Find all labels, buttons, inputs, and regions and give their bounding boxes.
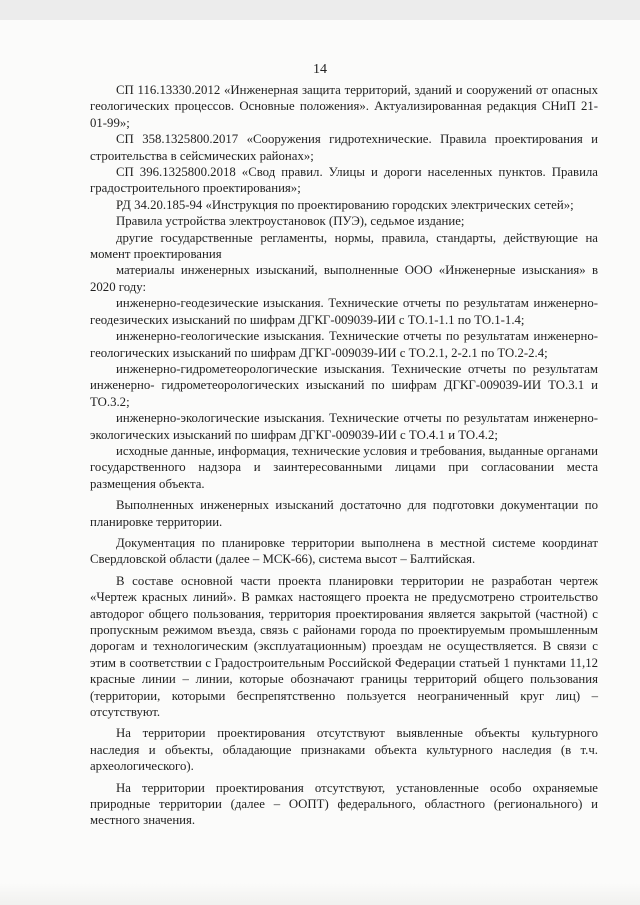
scan-bottom-edge (0, 883, 640, 905)
paragraph-other-regulations: другие государственные регламенты, нормы, правила, стандарты, действующие на момент проектирования (90, 230, 598, 262)
paragraph-sp-358: СП 358.1325800.2017 «Сооружения гидротехнические. Правила проектирования и строительства в сейсмических районах»; (90, 132, 598, 163)
paragraph-rd-34: РД 34.20.185-94 «Инструкция по проектированию городских электрических сетей»; (116, 197, 574, 212)
document-page (0, 20, 640, 905)
paragraph-ecological-surveys: инженерно-экологические изыскания. Технические отчеты по результатам инженерно-экологических изысканий по шифрам ДГКГ-009039-ИИ с ТО.4.1 и ТО.4.2; (90, 411, 598, 442)
paragraph-surveys-sufficient: Выполненных инженерных изысканий достаточно для подготовки документации по планировке территории. (90, 498, 598, 529)
paragraph-geological-surveys: инженерно-геологические изыскания. Технические отчеты по результатам инженерно-геологических изысканий по шифрам ДГКГ-009039-ИИ с ТО.2.1, 2-2.1 по ТО.2-2.4; (90, 329, 598, 360)
page-number: 14 (313, 62, 327, 77)
paragraph-sp-116: СП 116.13330.2012 «Инженерная защита территорий, зданий и сооружений от опасных геологических процессов. Основные положения». Актуализированная редакция СНиП 21-01-99»; (90, 83, 598, 130)
paragraph-geodetic-surveys: инженерно-геодезические изыскания. Технические отчеты по результатам инженерно-геодезических изысканий по шифрам ДГКГ-009039-ИИ с ТО.1-1.1 по ТО.1-1.4; (90, 296, 598, 327)
paragraph-initial-data: исходные данные, информация, технические условия и требования, выданные органами государственного надзора и заинтересованными лицами при согласовании места размещения объекта. (90, 443, 598, 491)
paragraph-red-lines: В составе основной части проекта планировки территории не разработан чертеж «Чертеж красных линий». В рамках настоящего проекта не предусмотрено строительство автодорог общего пользования, территория проектирования является закрытой (частной) с пропускным режимом въезда, связь с районами города по проектируемым промышленным дорогам и технологическим (эксплуатационным) проездам не осуществляется. В связи с этим в соответствии с Градостроительным Российской Федерации статьей 1 пунктами 11,12 красные линии – линии, которые обозначают границы территорий общего пользования (территории, которыми беспрепятственно пользуется неограниченный круг лиц) – отсутствуют. (90, 573, 598, 720)
paragraph-cultural-heritage: На территории проектирования отсутствуют выявленные объекты культурного наследия и объекты, обладающие признаками объекта культурного наследия (в т.ч. археологического). (90, 726, 598, 774)
page-body (90, 82, 598, 829)
paragraph-sp-396: СП 396.1325800.2018 «Свод правил. Улицы и дороги населенных пунктов. Правила градостроительного проектирования»; (90, 165, 598, 196)
paragraph-hydrometeorological-surveys: инженерно-гидрометеорологические изыскания. Технические отчеты по результатам инженерно- гидрометеорологических изысканий по шифрам ДГКГ-009039-ИИ ТО.3.1 и ТО.3.2; (90, 361, 598, 409)
paragraph-pue: Правила устройства электроустановок (ПУЭ), седьмое издание; (116, 214, 465, 229)
paragraph-protected-areas: На территории проектирования отсутствуют, установленные особо охраняемые природные территории (далее – ООПТ) федерального, областного (регионального) и местного значения. (90, 780, 598, 828)
paragraph-coordinate-system: Документация по планировке территории выполнена в местной системе координат Свердловской области (далее – МСК-66), система высот – Балтийская. (90, 535, 598, 567)
paragraph-survey-materials: материалы инженерных изысканий, выполненные ООО «Инженерные изыскания» в 2020 году: (90, 263, 598, 294)
viewer-top-strip (0, 0, 640, 20)
